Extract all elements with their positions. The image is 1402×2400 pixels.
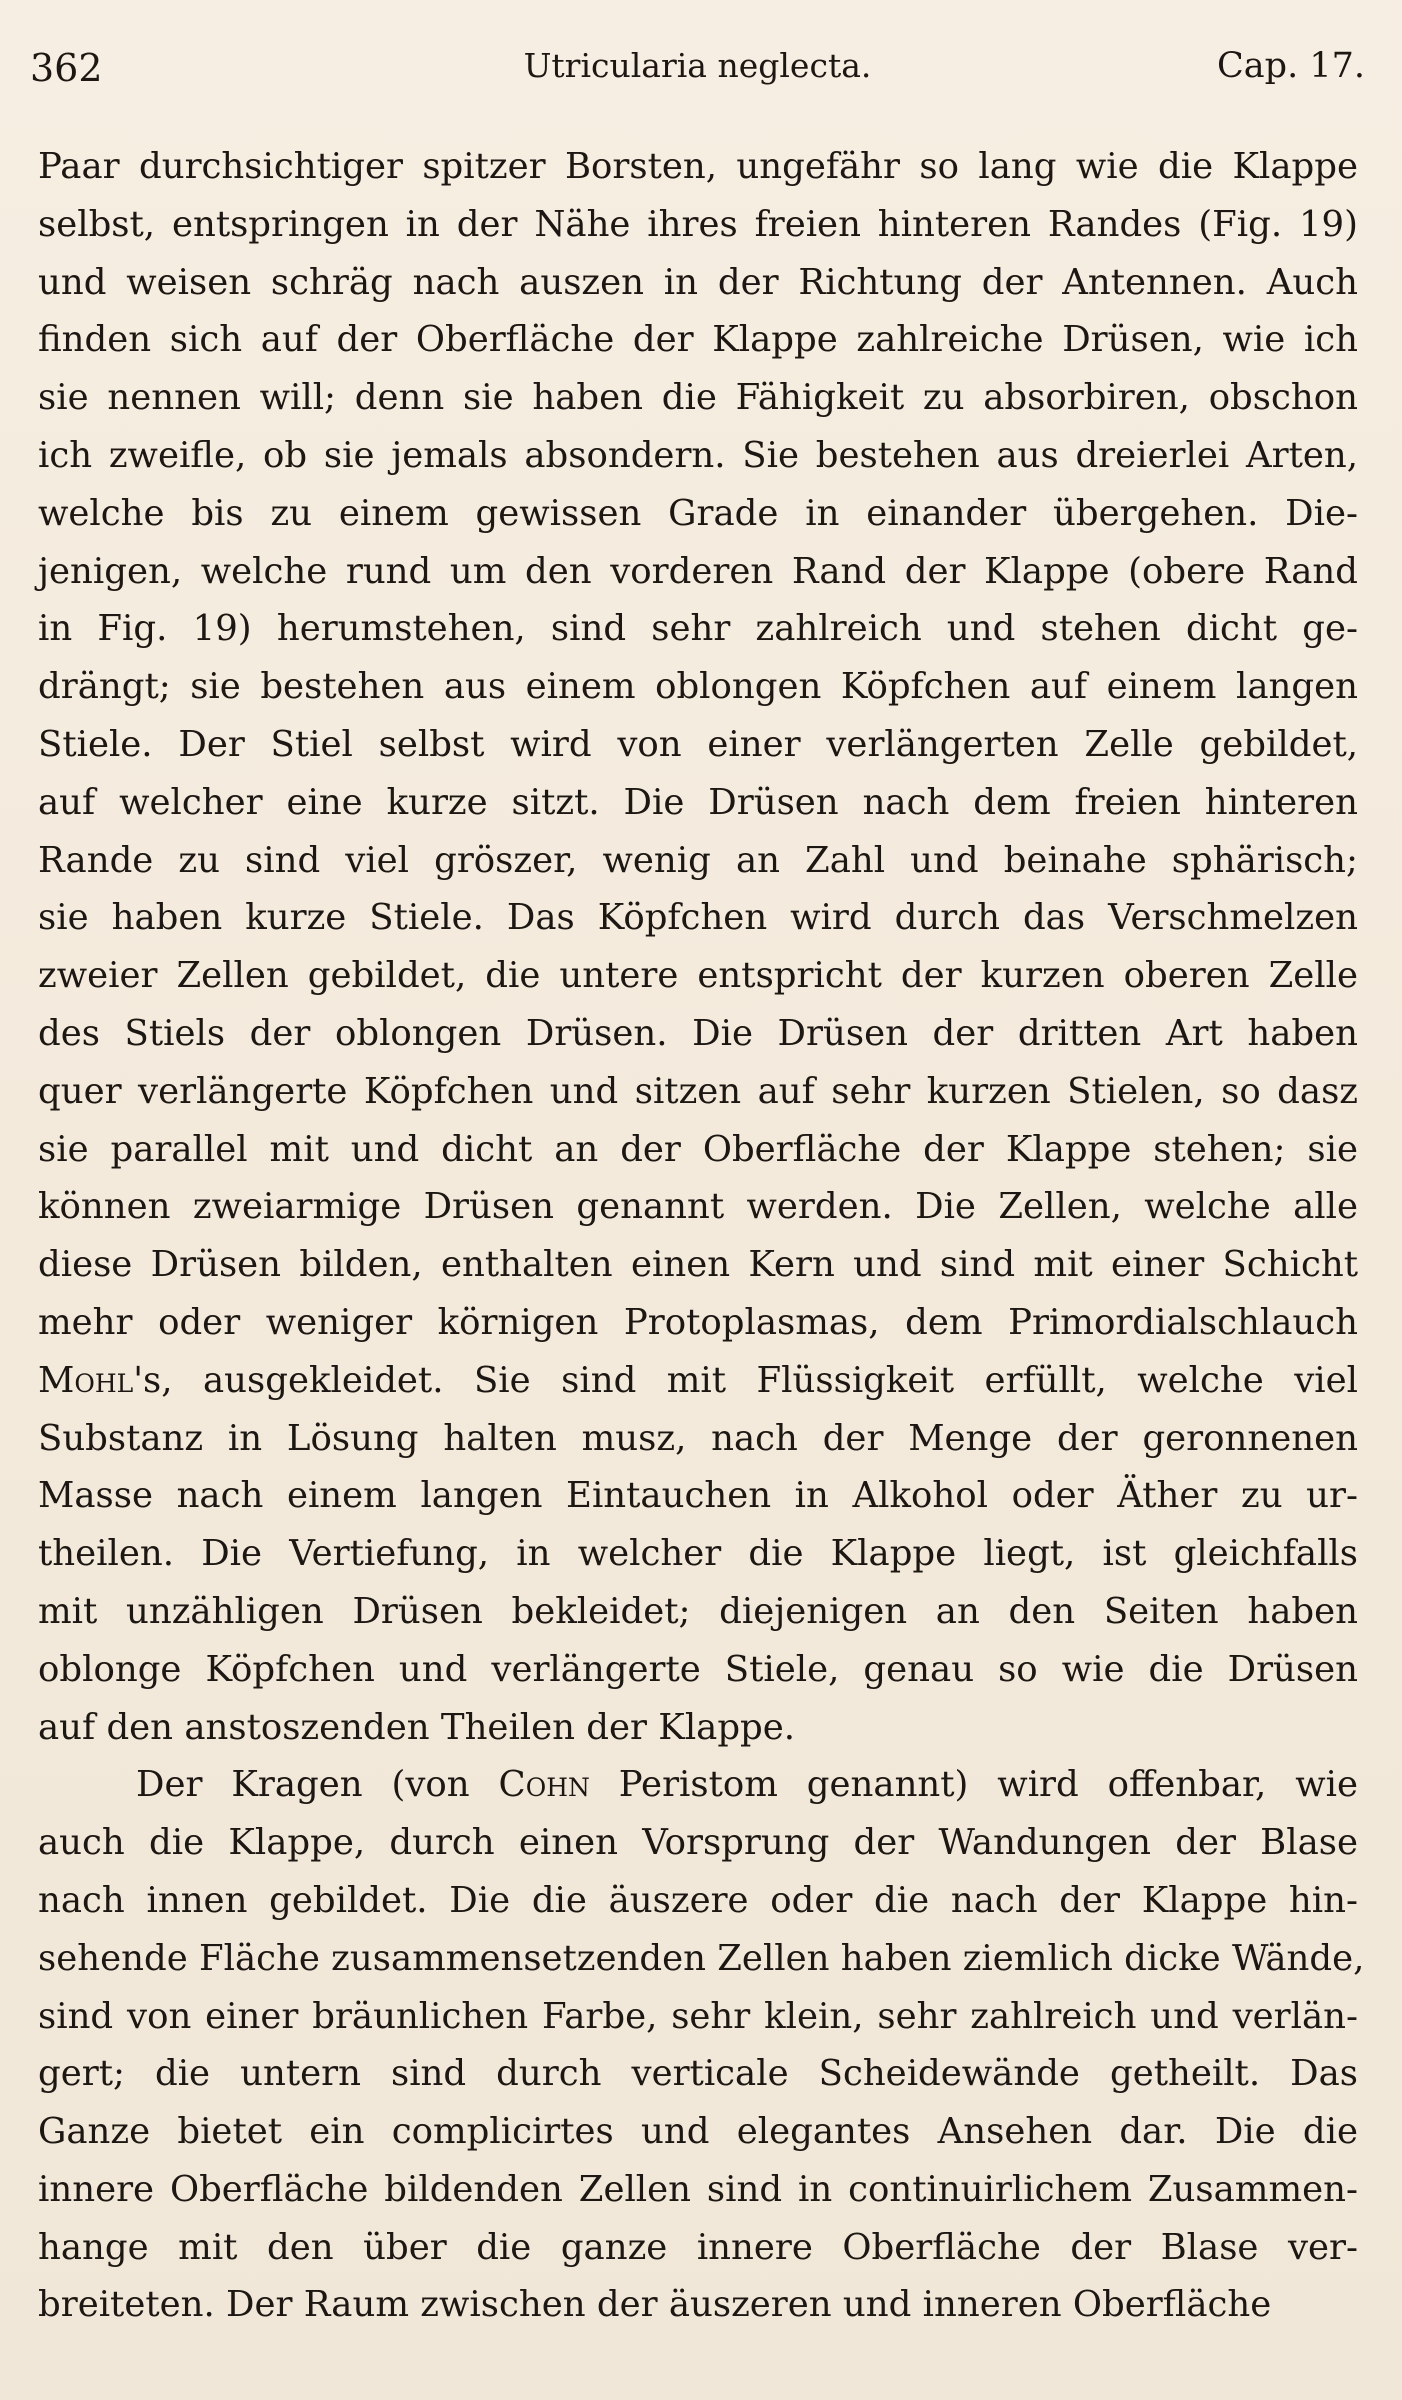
text-line: welche bis zu einem gewissen Grade in einander übergehen. Die- <box>38 492 1358 534</box>
text-line: hange mit den über die ganze innere Oberfläche der Blase ver- <box>38 2226 1358 2268</box>
text-line: sie haben kurze Stiele. Das Köpfchen wird durch das Verschmelzen <box>38 897 1358 939</box>
paragraph <box>38 138 1358 1756</box>
chapter-label: Cap. 17. <box>1217 46 1365 86</box>
text-line: auf welcher eine kurze sitzt. Die Drüsen nach dem freien hinteren <box>38 781 1358 823</box>
text-line: in Fig. 19) herumstehen, sind sehr zahlreich und stehen dicht ge- <box>38 608 1358 650</box>
text-line: zweier Zellen gebildet, die untere entspricht der kurzen oberen Zelle <box>38 955 1358 997</box>
text-line: sie parallel mit und dicht an der Oberfläche der Klappe stehen; sie <box>38 1128 1358 1170</box>
text-line: oblonge Köpfchen und verlängerte Stiele, genau so wie die Drüsen <box>38 1648 1358 1690</box>
body-text <box>38 138 1365 2334</box>
text-line: können zweiarmige Drüsen genannt werden. Die Zellen, welche alle <box>38 1186 1358 1228</box>
text-line: gert; die untern sind durch verticale Scheidewände getheilt. Das <box>38 2053 1358 2095</box>
text-line: ich zweifle, ob sie jemals absondern. Sie bestehen aus dreierlei Arten, <box>38 434 1358 476</box>
text-line: auf den anstoszenden Theilen der Klappe. <box>38 1706 796 1748</box>
text-line: und weisen schräg nach auszen in der Richtung der Antennen. Auch <box>38 261 1358 303</box>
text-line: sehende Fläche zusammensetzenden Zellen haben ziemlich dicke Wände, <box>38 1937 1365 1979</box>
page-number: 362 <box>30 46 103 90</box>
running-title: Utricularia neglecta. <box>523 46 872 85</box>
page-header <box>30 40 1365 100</box>
text-line: des Stiels der oblongen Drüsen. Die Drüsen der dritten Art haben <box>38 1012 1358 1054</box>
text-line: innere Oberfläche bildenden Zellen sind in continuirlichem Zusammen- <box>38 2168 1358 2210</box>
text-line: Paar durchsichtiger spitzer Borsten, ungefähr so lang wie die Klappe <box>38 146 1358 187</box>
text-line: Mohl's, ausgekleidet. Sie sind mit Flüssigkeit erfüllt, welche viel <box>38 1359 1358 1401</box>
text-line: sie nennen will; denn sie haben die Fähigkeit zu absorbiren, obschon <box>38 377 1358 419</box>
text-line: Masse nach einem langen Eintauchen in Alkohol oder Äther zu ur- <box>38 1475 1358 1517</box>
text-line: sind von einer bräunlichen Farbe, sehr klein, sehr zahlreich und verlän- <box>38 1995 1358 2037</box>
paragraph <box>38 1756 1365 2334</box>
text-line: nach innen gebildet. Die die äuszere oder die nach der Klappe hin- <box>38 1879 1358 1921</box>
text-line: breiteten. Der Raum zwischen der äuszeren und inneren Oberfläche <box>38 2284 1272 2326</box>
text-line: jenigen, welche rund um den vorderen Rand der Klappe (obere Rand <box>38 550 1358 592</box>
text-line: selbst, entspringen in der Nähe ihres freien hinteren Randes (Fig. 19) <box>38 203 1358 245</box>
text-line: Stiele. Der Stiel selbst wird von einer verlängerten Zelle gebildet, <box>38 723 1358 765</box>
text-line: mit unzähligen Drüsen bekleidet; diejenigen an den Seiten haben <box>38 1590 1358 1632</box>
text-line: quer verlängerte Köpfchen und sitzen auf sehr kurzen Stielen, so dasz <box>38 1070 1358 1112</box>
text-line: auch die Klappe, durch einen Vorsprung der Wandungen der Blase <box>38 1822 1358 1864</box>
text-line: diese Drüsen bilden, enthalten einen Kern und sind mit einer Schicht <box>38 1244 1358 1286</box>
text-line: drängt; sie bestehen aus einem oblongen Köpfchen auf einem langen <box>38 666 1358 708</box>
text-line: Rande zu sind viel gröszer, wenig an Zahl und beinahe sphärisch; <box>38 839 1358 881</box>
text-line: mehr oder weniger körnigen Protoplasmas, dem Primordialschlauch <box>38 1301 1358 1343</box>
text-line: finden sich auf der Oberfläche der Klappe zahlreiche Drüsen, wie ich <box>38 319 1358 361</box>
text-line: theilen. Die Vertiefung, in welcher die Klappe liegt, ist gleichfalls <box>38 1533 1358 1575</box>
text-line: Substanz in Lösung halten musz, nach der Menge der geronnenen <box>38 1417 1358 1459</box>
text-line: Ganze bietet ein complicirtes und elegantes Ansehen dar. Die die <box>38 2111 1358 2153</box>
text-line: Der Kragen (von Cohn Peristom genannt) wird offenbar, wie <box>136 1764 1358 1806</box>
